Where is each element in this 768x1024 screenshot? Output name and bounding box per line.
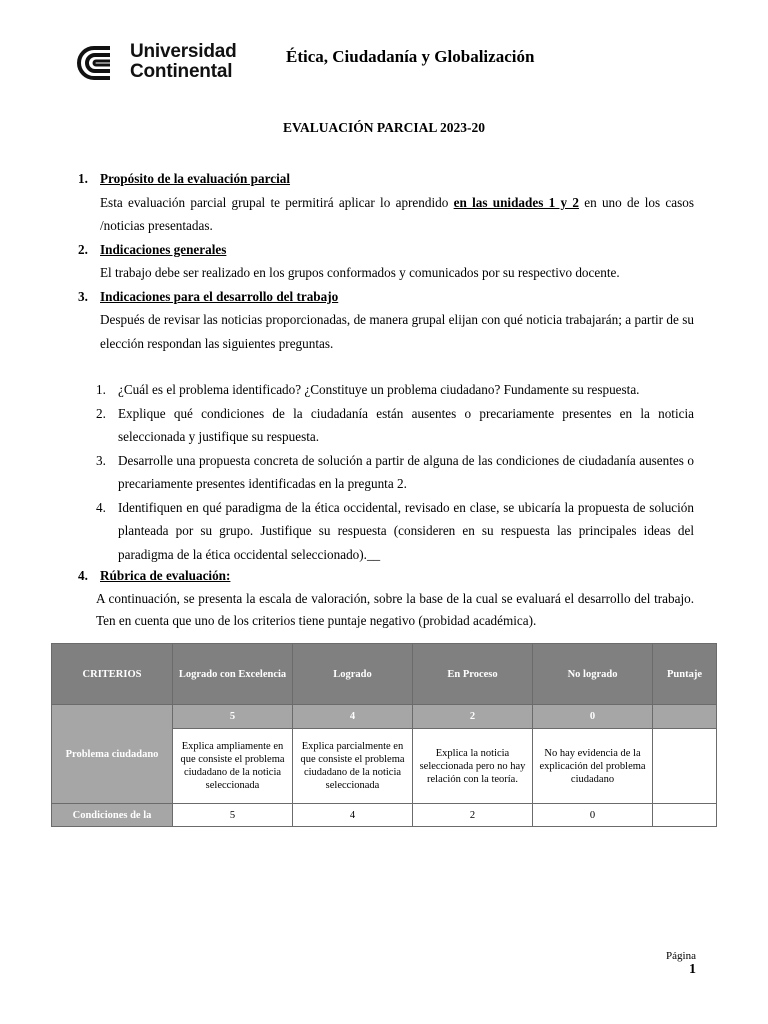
section-2-text: El trabajo debe ser realizado en los grupos conformados y comunicados por su respectivo docente.: [100, 265, 620, 280]
section-4-text: A continuación, se presenta la escala de valoración, sobre la base de la cual se evaluará el desarrollo del trabajo. Ten en cuenta que uno de los criterios tiene puntaje negativo (probidad académica).: [96, 590, 694, 628]
logo-line-2: Continental: [130, 61, 233, 82]
rubric-descriptor: Explica ampliamente en que consiste el problema ciudadano de la noticia seleccionada: [173, 729, 293, 804]
question-item: 1. ¿Cuál es el problema identificado? ¿Constituye un problema ciudadano? Fundamente su respuesta.: [96, 382, 640, 397]
score-cell: 2: [413, 705, 533, 729]
section-1-heading: 1. Propósito de la evaluación parcial: [78, 167, 694, 191]
score-cell: 5: [173, 705, 293, 729]
score-cell: 4: [293, 804, 413, 827]
rubric-descriptor: Explica parcialmente en que consiste el problema ciudadano de la noticia seleccionada: [293, 729, 413, 804]
score-cell: 5: [173, 804, 293, 827]
criterion-problema-ciudadano: Problema ciudadano: [52, 705, 173, 804]
logo-line-1: Universidad: [130, 41, 237, 62]
header-puntaje: Puntaje: [653, 644, 717, 705]
question-item: 2. Explique qué condiciones de la ciudadanía están ausentes o precariamente presentes en la noticia seleccionada y justifique su respuesta.: [96, 405, 694, 444]
rubric-row-condiciones: [52, 804, 717, 827]
section-title: Propósito de la evaluación parcial: [100, 171, 291, 186]
header-en-proceso: En Proceso: [413, 644, 533, 705]
header-logrado-excelencia: Logrado con Excelencia: [173, 644, 293, 705]
score-cell: 4: [293, 705, 413, 729]
header-logrado: Logrado: [293, 644, 413, 705]
score-cell: 0: [533, 804, 653, 827]
evaluation-title: EVALUACIÓN PARCIAL 2023-20: [282, 120, 486, 135]
question-item: 3. Desarrolle una propuesta concreta de solución a partir de alguna de las condiciones de ciudadanía ausentes o precariamente presentes identificadas en la pregunta 2.: [96, 452, 694, 491]
rubric-score-row: [52, 705, 717, 729]
course-title: Ética, Ciudadanía y Globalización: [286, 47, 535, 66]
page-label: Página: [666, 950, 696, 962]
section-3-text: Después de revisar las noticias proporcionadas, de manera grupal elijan con qué noticia trabajarán; a partir de su elección respondan las siguientes preguntas.: [100, 312, 694, 351]
score-cell: 2: [413, 804, 533, 827]
logo-mark-icon: [74, 44, 124, 82]
question-item: 4. Identifiquen en qué paradigma de la ética occidental, revisado en clase, se ubicaría la propuesta de solución planteada por su grupo. Justifique su respuesta (consideren en su respuesta las principales ideas del paradigma de la ética occidental seleccionado).__: [96, 499, 694, 562]
rubric-table: [51, 643, 717, 827]
section-title: Rúbrica de evaluación:: [100, 568, 231, 583]
page-number: 1: [689, 962, 696, 977]
emphasis-units: en las unidades 1 y 2: [453, 194, 579, 210]
page-footer: [662, 949, 696, 977]
score-cell: 0: [533, 705, 653, 729]
section-3-heading: 3. Indicaciones para el desarrollo del trabajo: [78, 285, 694, 309]
section-4-heading: 4. Rúbrica de evaluación:: [78, 564, 694, 588]
header-no-logrado: No logrado: [533, 644, 653, 705]
section-1-text: Esta evaluación parcial grupal te permitirá aplicar lo aprendido en las unidades 1 y 2 en uno de los casos /noticias presentadas.: [100, 194, 694, 233]
rubric-header-row: [52, 644, 717, 705]
logo-wordmark: [130, 42, 237, 82]
rubric-descriptor: No hay evidencia de la explicación del problema ciudadano: [533, 729, 653, 804]
section-title: Indicaciones generales: [100, 241, 227, 257]
rubric-descriptor: Explica la noticia seleccionada pero no hay relación con la teoría.: [413, 729, 533, 804]
section-title: Indicaciones para el desarrollo del trabajo: [100, 288, 339, 304]
document-header: [74, 40, 694, 88]
puntaje-cell: [653, 729, 717, 804]
puntaje-cell: [653, 804, 717, 827]
header-criterios: CRITERIOS: [52, 644, 173, 705]
university-logo: [74, 42, 254, 86]
document-body: [78, 167, 694, 632]
score-cell-empty: [653, 705, 717, 729]
criterion-condiciones: Condiciones de la: [52, 804, 173, 827]
section-2-heading: 2. Indicaciones generales: [78, 238, 694, 262]
